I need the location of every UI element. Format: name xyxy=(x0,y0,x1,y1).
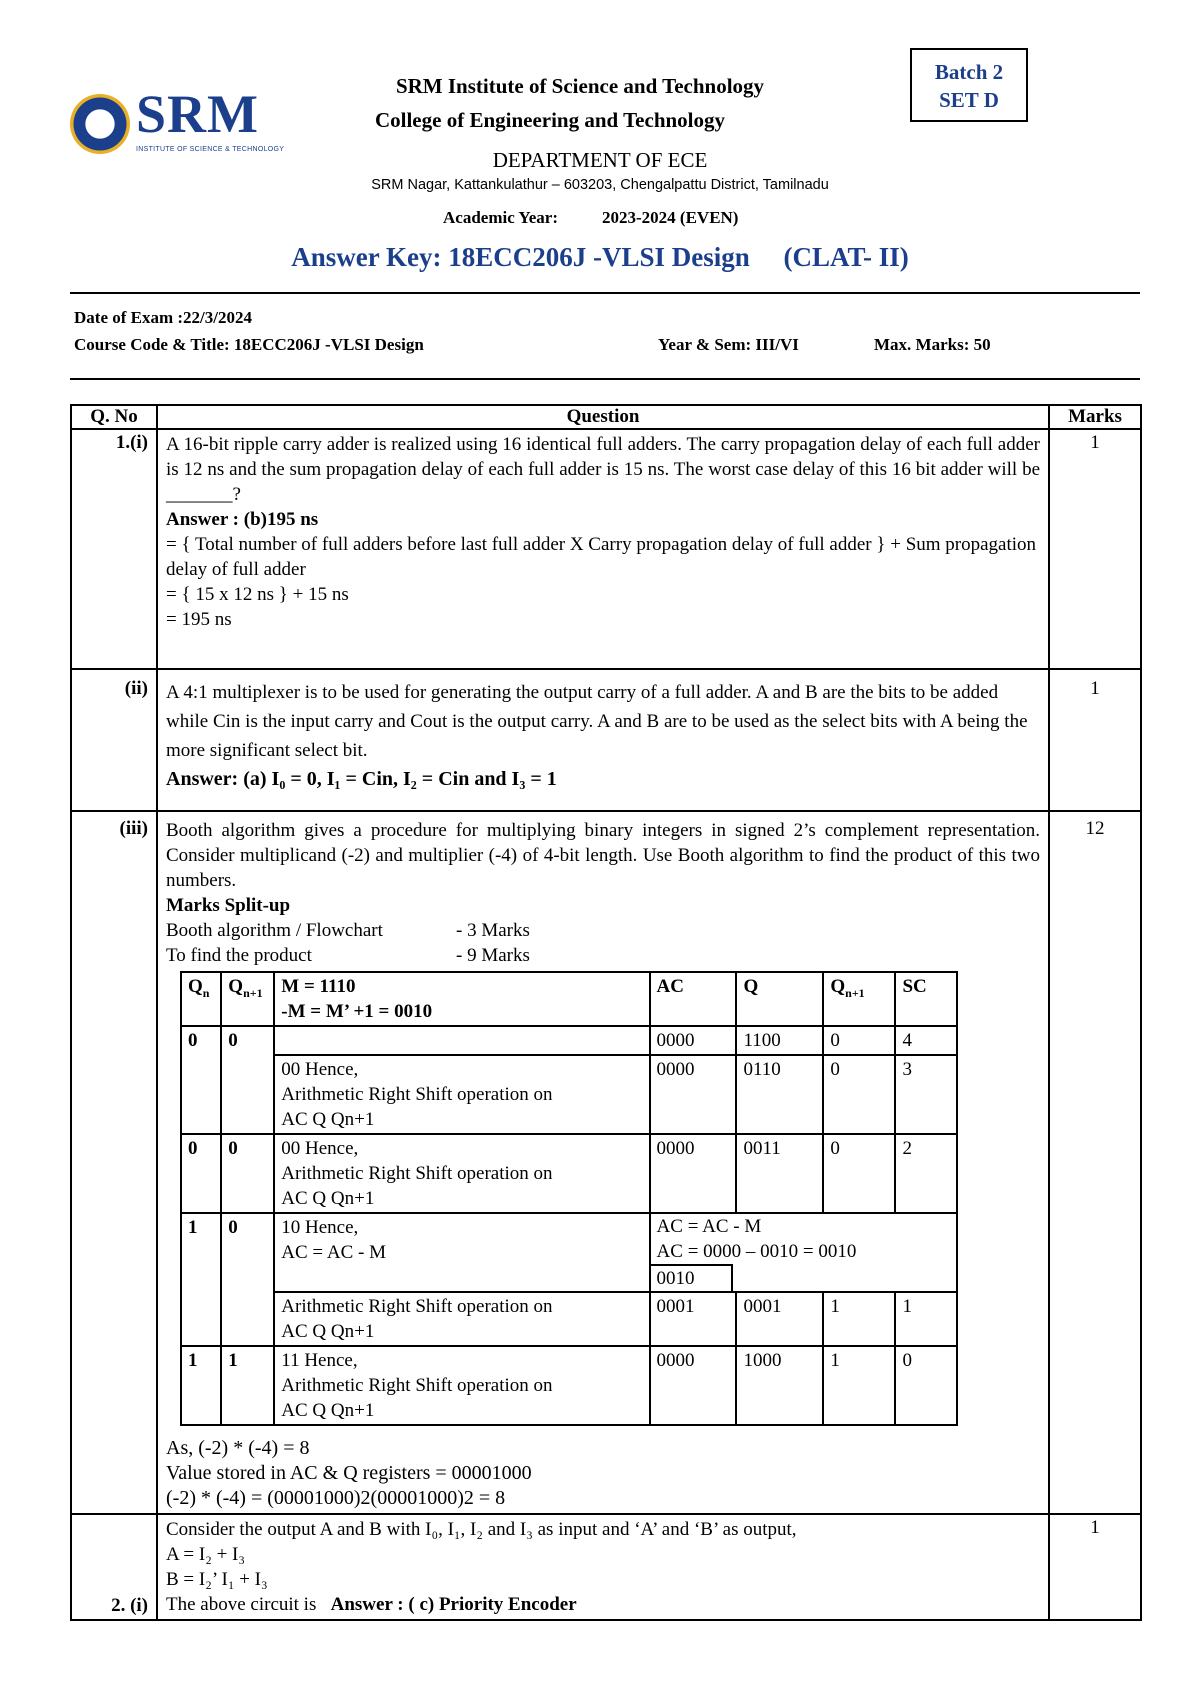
answer-label: Answer: xyxy=(166,768,239,790)
result-line: As, (-2) * (-4) = 8 xyxy=(166,1437,310,1459)
booth-row xyxy=(181,1346,957,1425)
equation-line: B = I₂’ I₁ + I₃ xyxy=(166,1569,268,1590)
working-line: = { Total number of full adders before last full adder X Carry propagation delay of full adder } + Sum propagation delay of full adder xyxy=(166,534,1037,580)
answer-prefix: The above circuit is xyxy=(166,1594,317,1615)
year-sem: Year & Sem: III/VI xyxy=(658,335,799,354)
split-line-2 xyxy=(166,943,1040,968)
booth-op-line: 00 Hence, xyxy=(281,1059,359,1080)
booth-h-q: Q xyxy=(736,972,823,1026)
booth-row xyxy=(181,1292,957,1346)
answer-text: (a) I₀ = 0, I₁ = Cin, I₂ = Cin and I₃ = 1 xyxy=(243,768,557,790)
booth-table xyxy=(180,971,958,1426)
split-title: Marks Split-up xyxy=(166,895,291,916)
booth-h-qn1: $Q_{n+1}$ xyxy=(221,972,274,1026)
split-marks: - 9 Marks xyxy=(456,945,530,966)
split-label: To find the product xyxy=(166,945,312,966)
table-row xyxy=(71,1514,1141,1620)
booth-h-qn: $Q_n$ xyxy=(181,972,221,1026)
department-name: DEPARTMENT OF ECE xyxy=(492,148,708,172)
result-line: Value stored in AC & Q registers = 00001000 xyxy=(166,1462,532,1484)
address: SRM Nagar, Kattankulathur – 603203, Chengalpattu District, Tamilnadu xyxy=(371,177,829,193)
booth-op xyxy=(274,1055,649,1134)
booth-q: 0110 xyxy=(736,1055,823,1134)
booth-ac: 0000 xyxy=(650,1026,737,1055)
batch-set-box xyxy=(910,48,1028,122)
booth-h-sc: SC xyxy=(895,972,957,1026)
answer-text: Answer : (b)195 ns xyxy=(166,509,319,530)
booth-qn: 1 xyxy=(181,1213,221,1346)
booth-row xyxy=(181,1134,957,1213)
booth-sc: 2 xyxy=(895,1134,957,1213)
logo-subtitle: INSTITUTE OF SCIENCE & TECHNOLOGY xyxy=(136,146,285,153)
booth-qb: 0 xyxy=(823,1134,895,1213)
booth-h-m1: M = 1110 xyxy=(281,976,356,997)
table-row xyxy=(71,811,1141,1514)
question-text: A 4:1 multiplexer is to be used for generating the output carry of a full adder. A and B are the bits to be added while Cin is the input carry and Cout is the output carry. A and B are to be used as the select bits with A being the more significant select bit. xyxy=(166,682,1028,761)
booth-h-ac: AC xyxy=(650,972,737,1026)
booth-qn1: 0 xyxy=(221,1134,274,1213)
booth-header-row xyxy=(181,972,957,1026)
logo-emblem-icon xyxy=(70,94,130,154)
booth-qn: 0 xyxy=(181,1026,221,1134)
answer-line xyxy=(166,765,1040,794)
booth-op xyxy=(274,1292,649,1346)
academic-year-label: Academic Year: xyxy=(443,208,559,227)
booth-h-m xyxy=(274,972,649,1026)
split-label: Booth algorithm / Flowchart xyxy=(166,920,383,941)
booth-q: 1000 xyxy=(736,1346,823,1425)
col-marks: Marks xyxy=(1049,405,1141,429)
question-text: Booth algorithm gives a procedure for multiplying binary integers in signed 2’s complement representation. Consider multiplicand (-2) and multiplier (-4) of 4-bit length. Use Booth algorithm to find the product of this two numbers. xyxy=(166,820,1040,891)
table-header-row xyxy=(71,405,1141,429)
booth-qb: 0 xyxy=(823,1026,895,1055)
srm-logo xyxy=(70,84,285,160)
booth-qn1: 0 xyxy=(221,1213,274,1346)
booth-ac-line: AC = 0000 – 0010 = 0010 xyxy=(656,1241,857,1262)
col-question: Question xyxy=(157,405,1049,429)
result-line: (-2) * (-4) = (00001000)2(00001000)2 = 8 xyxy=(166,1487,506,1509)
booth-sc: 3 xyxy=(895,1055,957,1134)
booth-qn1: 1 xyxy=(221,1346,274,1425)
booth-op-line: AC Q Qn+1 xyxy=(281,1188,375,1209)
question-cell xyxy=(157,811,1049,1514)
booth-ac-line: AC = AC - M xyxy=(656,1216,762,1237)
booth-q: 0011 xyxy=(736,1134,823,1213)
working-line: = { 15 x 12 ns } + 15 ns xyxy=(166,584,349,605)
split-line-1 xyxy=(166,918,1040,943)
booth-ac: 0000 xyxy=(650,1346,737,1425)
booth-ac: 0000 xyxy=(650,1055,737,1134)
booth-op-line: 00 Hence, xyxy=(281,1138,359,1159)
course-title: Course Code & Title: 18ECC206J -VLSI Design xyxy=(74,335,424,354)
booth-op xyxy=(274,1213,649,1292)
booth-op-line: AC Q Qn+1 xyxy=(281,1109,375,1130)
booth-qn: 1 xyxy=(181,1346,221,1425)
equation-line: A = I₂ + I₃ xyxy=(166,1544,246,1565)
booth-row xyxy=(181,1055,957,1134)
booth-op-line: AC Q Qn+1 xyxy=(281,1400,375,1421)
booth-h-m2: -M = M’ +1 = 0010 xyxy=(281,1001,433,1022)
booth-sc: 4 xyxy=(895,1026,957,1055)
booth-sc: 0 xyxy=(895,1346,957,1425)
booth-h-qn1b: $Q_{n+1}$ xyxy=(823,972,895,1026)
booth-op xyxy=(274,1346,649,1425)
divider-bottom xyxy=(70,378,1140,380)
booth-ac-line: 0010 xyxy=(651,1264,733,1291)
set-label: SET D xyxy=(939,88,999,112)
qno-cell: (ii) xyxy=(71,669,157,811)
booth-qb: 0 xyxy=(823,1055,895,1134)
marks-cell: 1 xyxy=(1049,1514,1141,1620)
marks-cell: 1 xyxy=(1049,669,1141,811)
exam-date: Date of Exam :22/3/2024 xyxy=(74,308,253,327)
question-cell xyxy=(157,429,1049,669)
booth-qb: 1 xyxy=(823,1346,895,1425)
table-row xyxy=(71,669,1141,811)
question-cell xyxy=(157,669,1049,811)
col-qno: Q. No xyxy=(71,405,157,429)
booth-op-line: Arithmetic Right Shift operation on xyxy=(281,1084,553,1105)
qno-cell: 1.(i) xyxy=(71,429,157,669)
marks-cell: 12 xyxy=(1049,811,1141,1514)
answer-text: Answer : ( c) Priority Encoder xyxy=(330,1594,577,1615)
booth-op-line: Arithmetic Right Shift operation on xyxy=(281,1375,553,1396)
booth-op-line: 10 Hence, xyxy=(281,1217,359,1238)
answer-line xyxy=(166,1592,1040,1617)
booth-qn1: 0 xyxy=(221,1026,274,1134)
booth-row xyxy=(181,1213,957,1292)
marks-cell: 1 xyxy=(1049,429,1141,669)
booth-qn: 0 xyxy=(181,1134,221,1213)
page-title: Answer Key: 18ECC206J -VLSI Design (CLAT- II) xyxy=(291,242,909,272)
booth-sc: 1 xyxy=(895,1292,957,1346)
table-row xyxy=(71,429,1141,669)
batch-label: Batch 2 xyxy=(934,60,1004,84)
booth-op xyxy=(274,1026,649,1055)
booth-qb: 1 xyxy=(823,1292,895,1346)
max-marks: Max. Marks: 50 xyxy=(874,335,991,354)
question-table xyxy=(70,404,1142,1621)
booth-q: 0001 xyxy=(736,1292,823,1346)
booth-op-line: Arithmetic Right Shift operation on xyxy=(281,1296,553,1317)
booth-op-line: 11 Hence, xyxy=(281,1350,358,1371)
booth-ac: 0000 xyxy=(650,1134,737,1213)
institute-name: SRM Institute of Science and Technology xyxy=(395,74,765,98)
booth-ac-calc xyxy=(650,1213,957,1292)
booth-op-line: AC Q Qn+1 xyxy=(281,1321,375,1342)
question-text: Consider the output A and B with I₀, I₁, I₂ and I₃ as input and ‘A’ and ‘B’ as output, xyxy=(166,1519,797,1540)
split-marks: - 3 Marks xyxy=(456,920,530,941)
divider-top xyxy=(70,292,1140,294)
academic-year-value: 2023-2024 (EVEN) xyxy=(602,208,739,227)
booth-row xyxy=(181,1026,957,1055)
working-line: = 195 ns xyxy=(166,609,232,630)
booth-op-line: AC = AC - M xyxy=(281,1242,386,1263)
qno-cell: (iii) xyxy=(71,811,157,1514)
qno-cell: 2. (i) xyxy=(71,1514,157,1620)
logo-text: SRM xyxy=(136,84,259,144)
question-cell xyxy=(157,1514,1049,1620)
question-text: A 16-bit ripple carry adder is realized using 16 identical full adders. The carry propagation delay of each full adder is 12 ns and the sum propagation delay of each full adder is 15 ns. The worst case delay of this 16 bit adder will be _______? xyxy=(166,434,1040,505)
booth-ac: 0001 xyxy=(650,1292,737,1346)
booth-op xyxy=(274,1134,649,1213)
booth-op-line: Arithmetic Right Shift operation on xyxy=(281,1163,553,1184)
booth-q: 1100 xyxy=(736,1026,823,1055)
college-name: College of Engineering and Technology xyxy=(374,108,726,132)
